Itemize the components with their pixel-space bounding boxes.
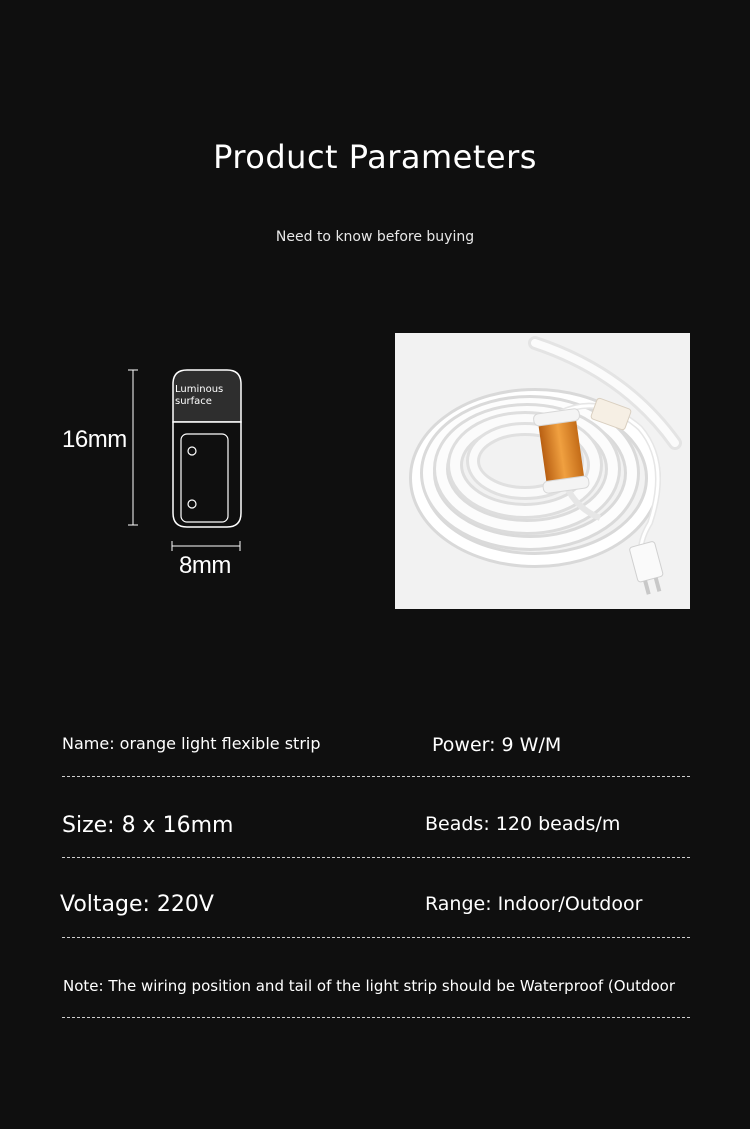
spec-power: Power: 9 W/M [432, 734, 562, 756]
page-title: Product Parameters [213, 138, 537, 176]
height-label: 16mm [62, 426, 127, 453]
page-subtitle: Need to know before buying [275, 229, 475, 245]
divider [62, 857, 690, 858]
dimension-diagram [0, 0, 300, 600]
width-label: 8mm [179, 552, 231, 579]
divider [62, 937, 690, 938]
width-dimension-line [172, 541, 240, 551]
luminous-surface-label [175, 384, 235, 408]
spec-size: Size: 8 x 16mm [62, 813, 234, 838]
spec-name: Name: orange light flexible strip [62, 734, 321, 753]
height-dimension-line [128, 370, 138, 525]
surface-label-line2: surface [175, 396, 212, 407]
divider [62, 776, 690, 777]
spec-beads: Beads: 120 beads/m [425, 813, 621, 835]
spec-voltage: Voltage: 220V [60, 892, 214, 917]
surface-label-line1: Luminous [175, 384, 224, 395]
product-photo [395, 333, 690, 609]
divider [62, 1017, 690, 1018]
spec-range: Range: Indoor/Outdoor [425, 893, 643, 915]
spec-note: Note: The wiring position and tail of the light strip should be Waterproof (Outdoor [63, 977, 676, 995]
